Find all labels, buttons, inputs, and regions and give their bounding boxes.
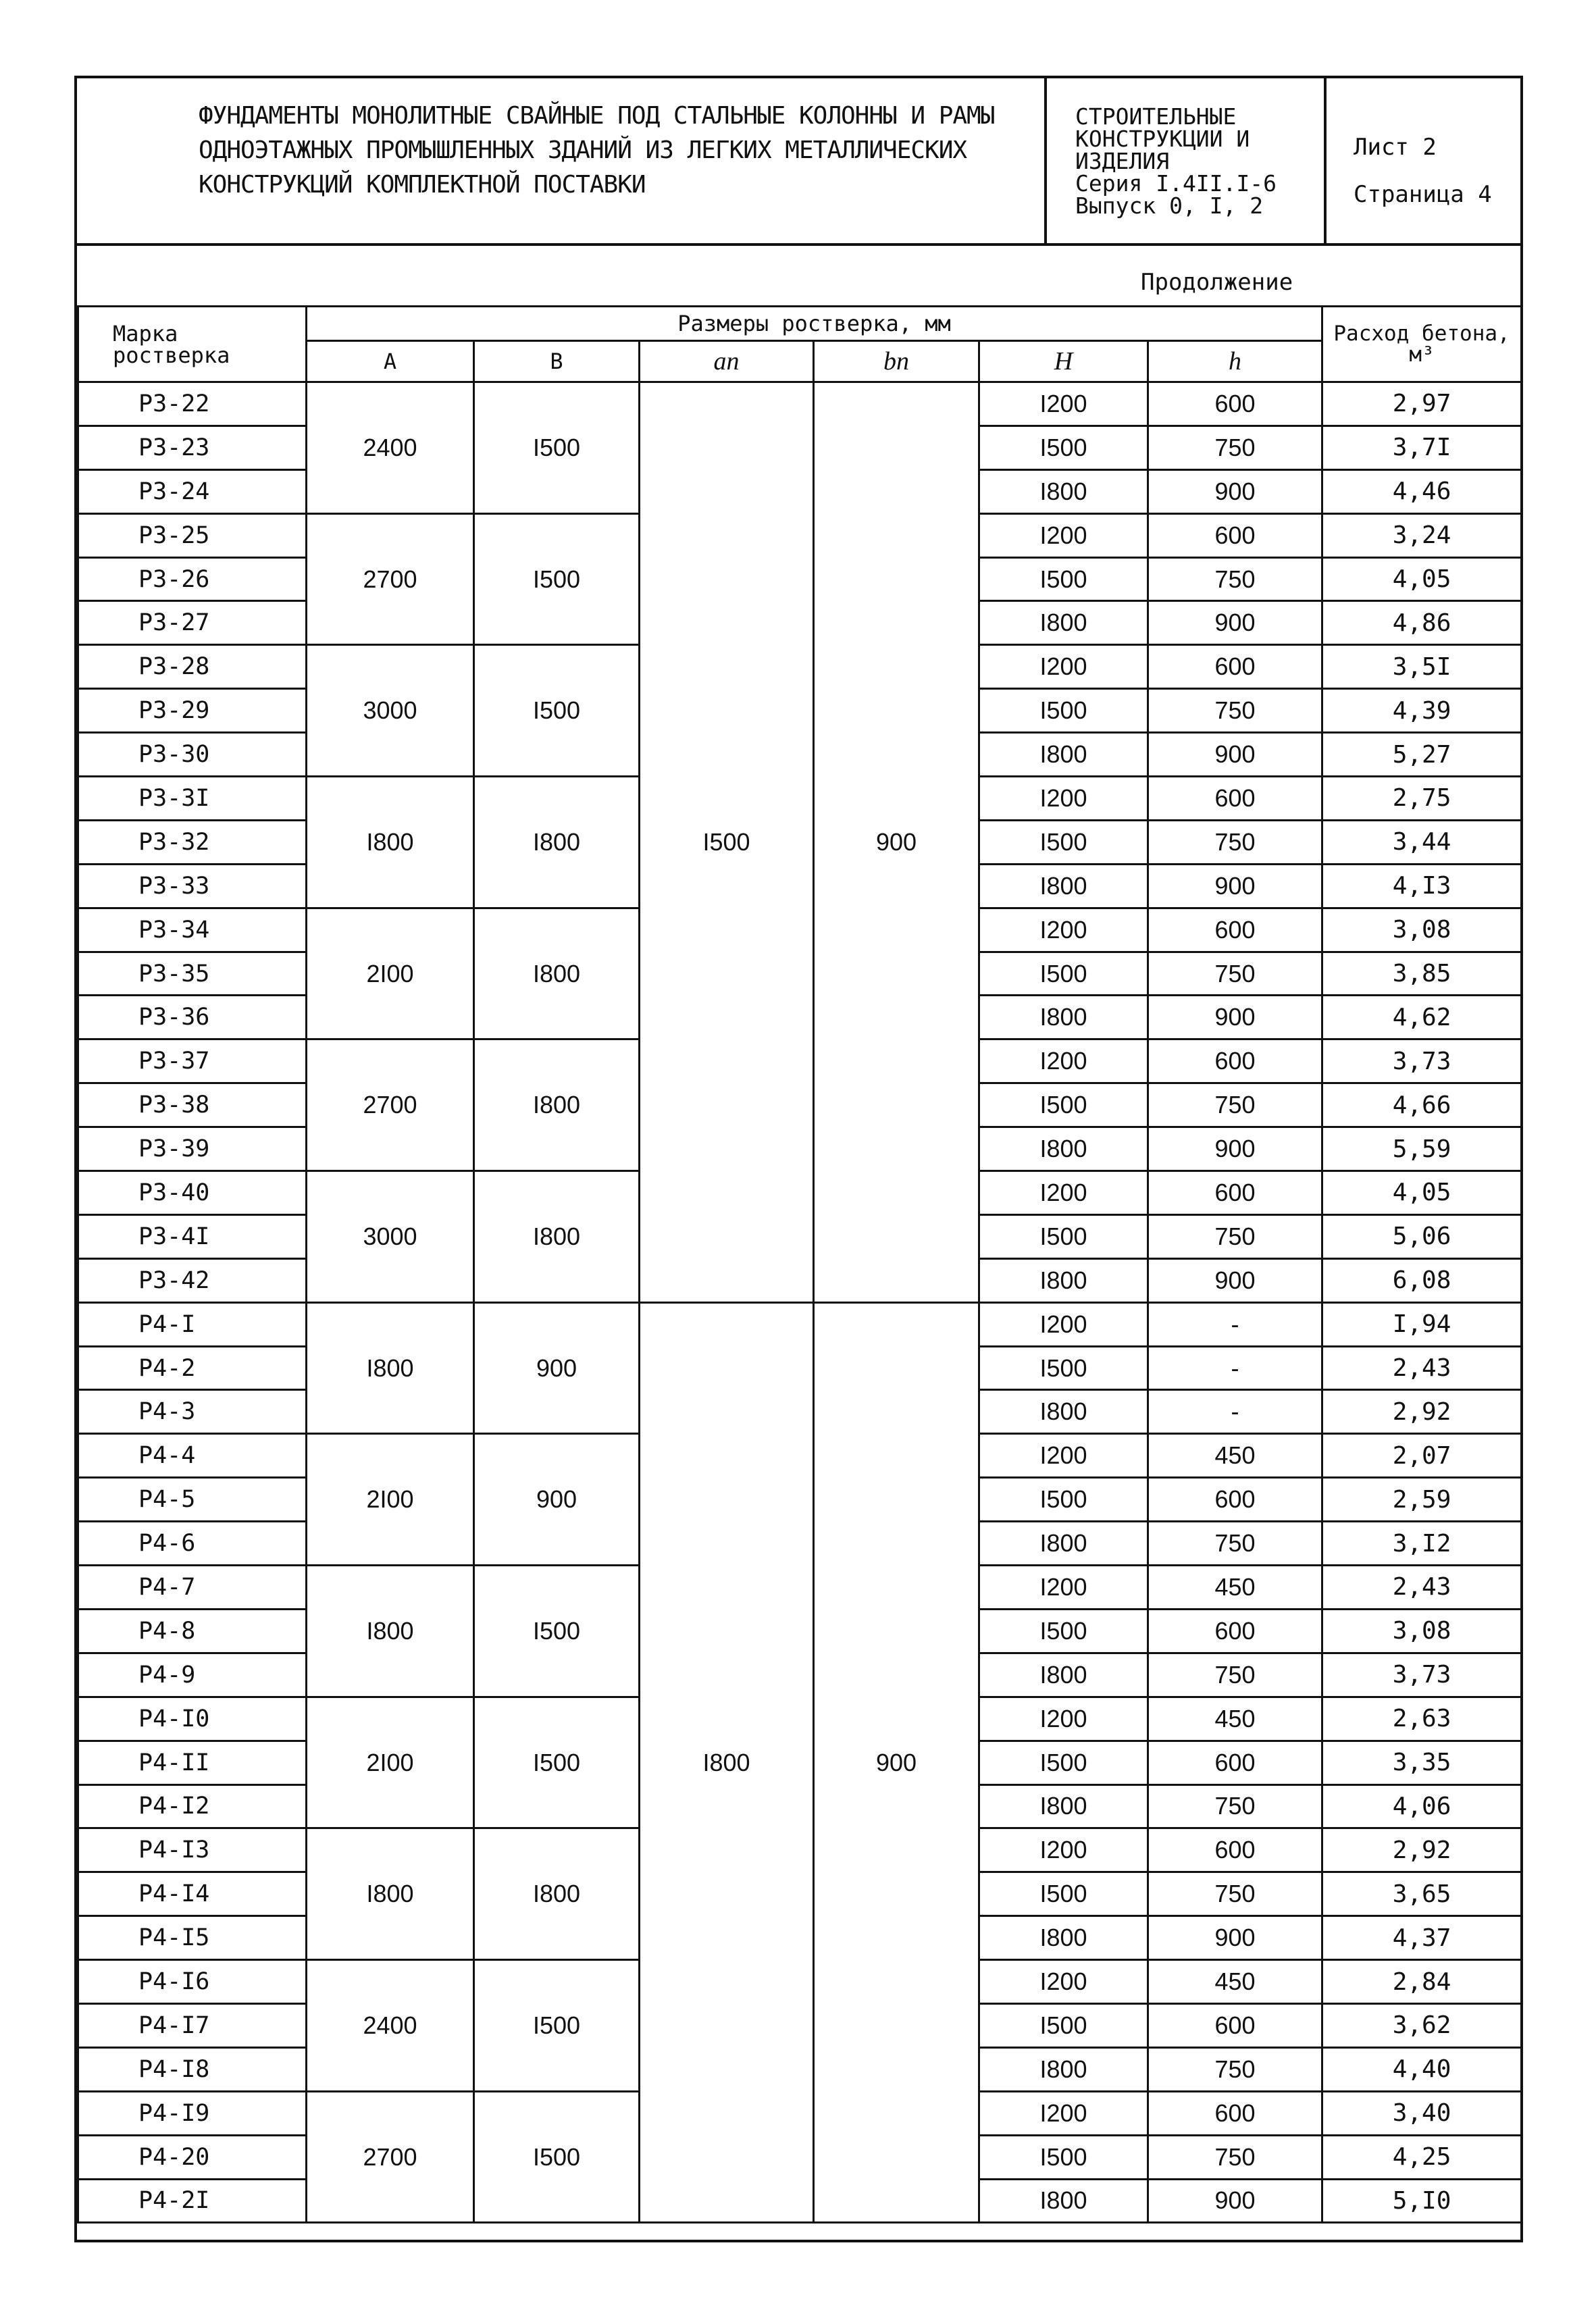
height-upper-cell: I200: [979, 1039, 1148, 1083]
pile-an-cell: I500: [640, 382, 814, 1303]
size-b-cell: I800: [474, 1171, 640, 1303]
size-a-cell: I800: [307, 1566, 474, 1697]
height-upper-cell: I500: [979, 1214, 1148, 1258]
height-upper-cell: I800: [979, 1258, 1148, 1302]
height-lower-cell: 750: [1148, 1784, 1322, 1828]
size-b-cell: I500: [474, 513, 640, 645]
height-lower-cell: 750: [1148, 1653, 1322, 1697]
drawing-sheet: [74, 76, 1523, 2242]
height-lower-cell: 600: [1148, 513, 1322, 557]
height-lower-cell: 750: [1148, 426, 1322, 469]
mark-cell: Р4-2: [78, 1346, 307, 1390]
height-upper-cell: I800: [979, 1916, 1148, 1960]
size-a-cell: 2I00: [307, 1697, 474, 1828]
height-upper-cell: I500: [979, 1872, 1148, 1916]
mark-cell: Р3-4I: [78, 1214, 307, 1258]
mark-cell: Р4-I7: [78, 2003, 307, 2047]
concrete-volume-cell: 4,62: [1322, 996, 1522, 1039]
mark-cell: Р4-II: [78, 1741, 307, 1784]
concrete-volume-cell: 3,65: [1322, 1872, 1522, 1916]
size-b-cell: I500: [474, 382, 640, 514]
height-upper-cell: I200: [979, 1171, 1148, 1215]
concrete-volume-cell: 6,08: [1322, 1258, 1522, 1302]
concrete-volume-cell: 3,24: [1322, 513, 1522, 557]
mark-cell: Р4-I6: [78, 1960, 307, 2004]
concrete-volume-cell: 4,40: [1322, 2047, 1522, 2091]
height-upper-cell: I500: [979, 2003, 1148, 2047]
mark-cell: Р3-42: [78, 1258, 307, 1302]
height-upper-cell: I500: [979, 689, 1148, 733]
pile-bn-cell: 900: [814, 1302, 979, 2223]
height-lower-cell: 900: [1148, 1258, 1322, 1302]
height-lower-cell: -: [1148, 1346, 1322, 1390]
height-lower-cell: 750: [1148, 820, 1322, 864]
size-b-cell: I500: [474, 645, 640, 777]
size-b-cell: I500: [474, 1566, 640, 1697]
height-upper-cell: I200: [979, 513, 1148, 557]
size-a-cell: I800: [307, 777, 474, 908]
concrete-volume-cell: 4,46: [1322, 469, 1522, 513]
mark-cell: Р3-38: [78, 1083, 307, 1127]
height-lower-cell: 750: [1148, 2047, 1322, 2091]
height-upper-cell: I200: [979, 1828, 1148, 1872]
mark-cell: Р3-30: [78, 733, 307, 777]
height-upper-cell: I200: [979, 2091, 1148, 2135]
height-lower-cell: 600: [1148, 1741, 1322, 1784]
concrete-volume-cell: 3,44: [1322, 820, 1522, 864]
header-an: aп: [640, 341, 814, 382]
mark-cell: Р3-24: [78, 469, 307, 513]
height-upper-cell: I200: [979, 1697, 1148, 1741]
height-upper-cell: I200: [979, 1302, 1148, 1346]
height-lower-cell: -: [1148, 1302, 1322, 1346]
height-upper-cell: I800: [979, 1522, 1148, 1566]
mark-cell: Р4-5: [78, 1478, 307, 1522]
height-lower-cell: 600: [1148, 1478, 1322, 1522]
size-a-cell: 2700: [307, 1039, 474, 1171]
concrete-volume-cell: 2,43: [1322, 1346, 1522, 1390]
height-upper-cell: I200: [979, 908, 1148, 952]
height-lower-cell: 750: [1148, 1083, 1322, 1127]
concrete-volume-cell: 3,73: [1322, 1653, 1522, 1697]
height-lower-cell: 450: [1148, 1566, 1322, 1610]
pile-bn-cell: 900: [814, 382, 979, 1303]
height-upper-cell: I800: [979, 601, 1148, 645]
header-bn: bп: [814, 341, 979, 382]
height-upper-cell: I500: [979, 952, 1148, 996]
table-row: [78, 382, 1522, 426]
mark-cell: Р3-26: [78, 557, 307, 601]
series-line: КОНСТРУКЦИИ И: [1075, 126, 1250, 152]
mark-cell: Р4-I0: [78, 1697, 307, 1741]
concrete-volume-cell: 2,43: [1322, 1566, 1522, 1610]
mark-cell: Р3-33: [78, 864, 307, 908]
size-a-cell: 2700: [307, 513, 474, 645]
concrete-volume-cell: 4,25: [1322, 2135, 1522, 2179]
height-lower-cell: 750: [1148, 1522, 1322, 1566]
concrete-volume-cell: 3,5I: [1322, 645, 1522, 689]
pile-an-cell: I800: [640, 1302, 814, 2223]
sheet-number: Лист 2: [1354, 134, 1437, 161]
height-lower-cell: 600: [1148, 1609, 1322, 1653]
series-info: [1075, 105, 1318, 217]
mark-cell: Р3-28: [78, 645, 307, 689]
height-upper-cell: I200: [979, 777, 1148, 821]
height-upper-cell: I500: [979, 1741, 1148, 1784]
size-b-cell: I800: [474, 1039, 640, 1171]
mark-cell: Р3-39: [78, 1127, 307, 1171]
height-lower-cell: -: [1148, 1390, 1322, 1434]
mark-cell: Р3-25: [78, 513, 307, 557]
height-upper-cell: I800: [979, 2047, 1148, 2091]
mark-cell: Р3-37: [78, 1039, 307, 1083]
concrete-volume-cell: 2,84: [1322, 1960, 1522, 2004]
series-line: СТРОИТЕЛЬНЫЕ: [1075, 103, 1237, 130]
height-lower-cell: 600: [1148, 382, 1322, 426]
size-a-cell: 2I00: [307, 908, 474, 1039]
mark-cell: Р4-9: [78, 1653, 307, 1697]
height-lower-cell: 450: [1148, 1960, 1322, 2004]
mark-cell: Р4-I4: [78, 1872, 307, 1916]
concrete-volume-cell: 2,59: [1322, 1478, 1522, 1522]
mark-cell: Р4-I: [78, 1302, 307, 1346]
concrete-volume-cell: 5,06: [1322, 1214, 1522, 1258]
header-sizes: Размеры ростверка, мм: [307, 307, 1322, 341]
height-lower-cell: 900: [1148, 1916, 1322, 1960]
height-lower-cell: 900: [1148, 469, 1322, 513]
mark-cell: Р3-22: [78, 382, 307, 426]
series-line: ИЗДЕЛИЯ: [1075, 148, 1170, 174]
concrete-volume-cell: 4,I3: [1322, 864, 1522, 908]
size-b-cell: 900: [474, 1302, 640, 1434]
height-upper-cell: I500: [979, 820, 1148, 864]
size-a-cell: 3000: [307, 645, 474, 777]
concrete-volume-cell: 4,37: [1322, 1916, 1522, 1960]
table-row: [78, 1302, 1522, 1346]
height-lower-cell: 750: [1148, 952, 1322, 996]
height-lower-cell: 900: [1148, 996, 1322, 1039]
height-upper-cell: I800: [979, 996, 1148, 1039]
mark-cell: Р3-27: [78, 601, 307, 645]
header-h-upper: H: [979, 341, 1148, 382]
size-a-cell: I800: [307, 1302, 474, 1434]
height-lower-cell: 750: [1148, 689, 1322, 733]
continuation-label: Продолжение: [1141, 269, 1293, 296]
height-lower-cell: 600: [1148, 645, 1322, 689]
concrete-volume-cell: 4,06: [1322, 1784, 1522, 1828]
concrete-volume-cell: I,94: [1322, 1302, 1522, 1346]
height-lower-cell: 900: [1148, 601, 1322, 645]
mark-cell: Р4-I5: [78, 1916, 307, 1960]
concrete-volume-cell: 3,85: [1322, 952, 1522, 996]
mark-cell: Р4-3: [78, 1390, 307, 1434]
concrete-volume-cell: 5,I0: [1322, 2179, 1522, 2223]
size-a-cell: I800: [307, 1828, 474, 1960]
size-a-cell: 2700: [307, 2091, 474, 2223]
size-b-cell: I800: [474, 1828, 640, 1960]
concrete-volume-cell: 4,66: [1322, 1083, 1522, 1127]
height-upper-cell: I200: [979, 645, 1148, 689]
mark-cell: Р4-8: [78, 1609, 307, 1653]
height-lower-cell: 600: [1148, 2091, 1322, 2135]
height-upper-cell: I200: [979, 1566, 1148, 1610]
concrete-volume-cell: 4,05: [1322, 557, 1522, 601]
height-lower-cell: 600: [1148, 2003, 1322, 2047]
height-upper-cell: I200: [979, 382, 1148, 426]
header-h-lower: h: [1148, 341, 1322, 382]
table-body: [78, 382, 1522, 2223]
height-upper-cell: I500: [979, 2135, 1148, 2179]
height-upper-cell: I800: [979, 2179, 1148, 2223]
concrete-volume-cell: 3,62: [1322, 2003, 1522, 2047]
concrete-volume-cell: 4,05: [1322, 1171, 1522, 1215]
height-lower-cell: 600: [1148, 777, 1322, 821]
concrete-volume-cell: 5,27: [1322, 733, 1522, 777]
mark-cell: Р4-2I: [78, 2179, 307, 2223]
height-lower-cell: 750: [1148, 1872, 1322, 1916]
height-lower-cell: 900: [1148, 733, 1322, 777]
size-a-cell: 2400: [307, 1960, 474, 2092]
mark-cell: Р3-29: [78, 689, 307, 733]
mark-cell: Р3-32: [78, 820, 307, 864]
mark-cell: Р3-35: [78, 952, 307, 996]
header-consumption: Расход бетона, м³: [1322, 307, 1522, 382]
mark-cell: Р3-23: [78, 426, 307, 469]
height-upper-cell: I200: [979, 1434, 1148, 1478]
height-lower-cell: 900: [1148, 1127, 1322, 1171]
height-lower-cell: 750: [1148, 2135, 1322, 2179]
height-lower-cell: 600: [1148, 1171, 1322, 1215]
mark-cell: Р4-I8: [78, 2047, 307, 2091]
size-b-cell: I500: [474, 1960, 640, 2092]
height-upper-cell: I800: [979, 469, 1148, 513]
concrete-volume-cell: 2,07: [1322, 1434, 1522, 1478]
mark-cell: Р3-3I: [78, 777, 307, 821]
page-number: Страница 4: [1354, 181, 1492, 208]
height-lower-cell: 600: [1148, 1039, 1322, 1083]
height-upper-cell: I500: [979, 1083, 1148, 1127]
height-lower-cell: 600: [1148, 1828, 1322, 1872]
height-upper-cell: I800: [979, 1784, 1148, 1828]
height-upper-cell: I500: [979, 557, 1148, 601]
height-upper-cell: I500: [979, 426, 1148, 469]
size-b-cell: 900: [474, 1434, 640, 1566]
mark-cell: Р3-34: [78, 908, 307, 952]
concrete-volume-cell: 2,92: [1322, 1390, 1522, 1434]
height-lower-cell: 450: [1148, 1697, 1322, 1741]
header-b: B: [474, 341, 640, 382]
concrete-volume-cell: 5,59: [1322, 1127, 1522, 1171]
mark-cell: Р4-6: [78, 1522, 307, 1566]
size-a-cell: 2400: [307, 382, 474, 514]
height-upper-cell: I800: [979, 1127, 1148, 1171]
height-upper-cell: I800: [979, 1653, 1148, 1697]
concrete-volume-cell: 2,63: [1322, 1697, 1522, 1741]
stamp-divider: [1044, 78, 1047, 243]
height-upper-cell: I800: [979, 864, 1148, 908]
concrete-volume-cell: 4,86: [1322, 601, 1522, 645]
document-title: ФУНДАМЕНТЫ МОНОЛИТНЫЕ СВАЙНЫЕ ПОД СТАЛЬНЫЕ КОЛОННЫ И РАМЫ ОДНОЭТАЖНЫХ ПРОМЫШЛЕННЫХ ЗДАНИЙ ИЗ ЛЕГКИХ МЕТАЛЛИЧЕСКИХ КОНСТРУКЦИЙ КОМПЛЕКТНОЙ ПОСТАВКИ: [199, 102, 995, 199]
title-stamp: [77, 78, 1520, 246]
concrete-volume-cell: 3,73: [1322, 1039, 1522, 1083]
height-lower-cell: 900: [1148, 2179, 1322, 2223]
size-b-cell: I500: [474, 2091, 640, 2223]
concrete-volume-cell: 3,7I: [1322, 426, 1522, 469]
mark-cell: Р3-36: [78, 996, 307, 1039]
height-lower-cell: 750: [1148, 557, 1322, 601]
height-lower-cell: 600: [1148, 908, 1322, 952]
size-a-cell: 2I00: [307, 1434, 474, 1566]
concrete-volume-cell: 2,92: [1322, 1828, 1522, 1872]
height-upper-cell: I800: [979, 733, 1148, 777]
height-upper-cell: I200: [979, 1960, 1148, 2004]
mark-cell: Р4-I3: [78, 1828, 307, 1872]
series-line: Серия I.4II.I-6: [1075, 170, 1277, 197]
mark-cell: Р4-20: [78, 2135, 307, 2179]
height-lower-cell: 450: [1148, 1434, 1322, 1478]
concrete-volume-cell: 3,I2: [1322, 1522, 1522, 1566]
height-upper-cell: I500: [979, 1609, 1148, 1653]
foundation-table: [77, 305, 1522, 2223]
size-b-cell: I500: [474, 1697, 640, 1828]
concrete-volume-cell: 3,35: [1322, 1741, 1522, 1784]
height-upper-cell: I500: [979, 1346, 1148, 1390]
mark-cell: Р4-I9: [78, 2091, 307, 2135]
mark-cell: Р4-4: [78, 1434, 307, 1478]
height-upper-cell: I800: [979, 1390, 1148, 1434]
height-lower-cell: 750: [1148, 1214, 1322, 1258]
height-upper-cell: I500: [979, 1478, 1148, 1522]
series-line: Выпуск 0, I, 2: [1075, 192, 1264, 219]
concrete-volume-cell: 2,75: [1322, 777, 1522, 821]
concrete-volume-cell: 3,08: [1322, 908, 1522, 952]
size-a-cell: 3000: [307, 1171, 474, 1303]
size-b-cell: I800: [474, 777, 640, 908]
stamp-divider: [1324, 78, 1327, 243]
mark-cell: Р4-7: [78, 1566, 307, 1610]
concrete-volume-cell: 3,40: [1322, 2091, 1522, 2135]
concrete-volume-cell: 3,08: [1322, 1609, 1522, 1653]
height-lower-cell: 900: [1148, 864, 1322, 908]
header-a: A: [307, 341, 474, 382]
size-b-cell: I800: [474, 908, 640, 1039]
concrete-volume-cell: 2,97: [1322, 382, 1522, 426]
mark-cell: Р4-I2: [78, 1784, 307, 1828]
concrete-volume-cell: 4,39: [1322, 689, 1522, 733]
header-mark: Марка ростверка: [78, 307, 307, 382]
mark-cell: Р3-40: [78, 1171, 307, 1215]
